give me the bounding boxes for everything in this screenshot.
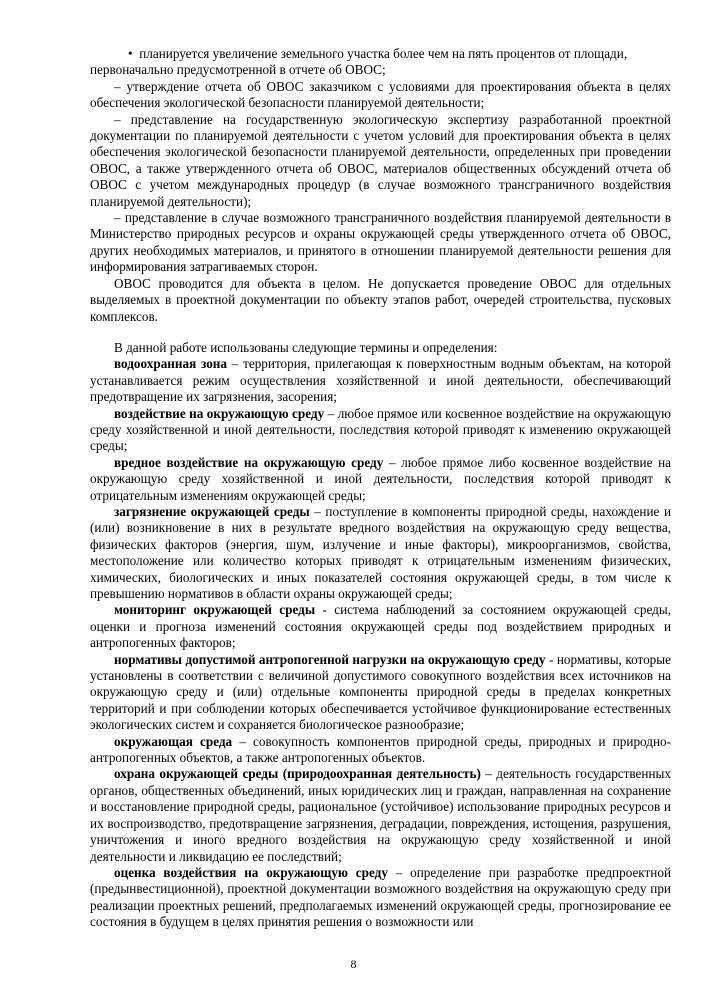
term-definition [90,865,671,931]
term-name: мониторинг окружающей среды [114,602,316,618]
terms-intro: В данной работе использованы следующие термины и определения: [114,339,498,355]
term-definition [90,356,671,405]
term-name: охрана окружающей среды (природоохранная деятельность) [114,766,481,782]
term-text: – любое прямое или косвенное воздействие на окружающую среду хозяйственной и иной деятельности, последствия которой приводят к изменению окружающей среды; [90,405,671,454]
term-text: - нормативы, которые установлены в соответствии с величиной допустимого совокупного воздействия всех источников на окружающую среду и (или) отдельные компоненты природной среды в пределах конкретных территорий и при соблюдении которых обеспечивается устойчивое функционирование естественных экологических систем и сохраняется биологическое разнообразие; [90,651,671,733]
paragraph-transboundary: – представление в случае возможного трансграничного воздействия планируемой деятельности в Министерство природных ресурсов и охраны окружающей среды утвержденного отчета об ОВОС, других необходимых материалов, и принятого в отношении планируемой деятельности решения для информирования затрагиваемых сторон. [90,210,671,275]
paragraph-ovos-scope: ОВОС проводится для объекта в целом. Не допускается проведение ОВОС для отдельных выделяемых в проектной документации по объекту этапов работ, очередей строительства, пусковых комплексов. [90,275,671,324]
term-definition [90,406,671,455]
spacer [90,325,671,340]
term-name: нормативы допустимой антропогенной нагрузки на окружающую среду [114,651,546,667]
bullet-marker: • [128,46,133,61]
term-text: – территория, прилегающая к поверхностным водным объектам, на которой устанавливается режим осуществления хозяйственной и иной деятельности, обеспечивающий предотвращение их загрязнения, засорения; [90,356,671,405]
paragraph-approval: – утверждение отчета об ОВОС заказчиком с условиями для проектирования объекта в целях обеспечения экологической безопасности планируемой деятельности; [90,78,671,111]
term-text: – определение при разработке предпроектной (предынвестиционной), проектной документации возможного воздействия на окружающую среду при реализации проектных решений, предполагаемых изменений окружающей среды, прогнозирование ее состояния в будущем в целях принятия решения о возможности или [90,864,672,930]
term-name: воздействие на окружающую среду [114,405,325,421]
term-name: вредное воздействие на окружающую среду [114,454,384,470]
term-name: загрязнение окружающей среды [114,503,310,519]
term-definition [90,602,671,651]
term-definition [90,455,671,504]
term-text: – любое прямое либо косвенное воздействие на окружающую среду хозяйственной и иной деятельности, последствия которой приводят к отрицательным изменениям окружающей среды; [90,454,672,503]
term-name: окружающая среда [114,733,233,749]
term-definition [90,766,671,864]
term-definition [90,504,671,602]
term-definition [90,734,671,767]
page-body [90,46,671,931]
term-text: – совокупность компонентов природной среды, природных и природно-антропогенных объектов, а также антропогенных объектов. [90,733,672,766]
bullet-item [90,46,671,79]
term-name: водоохранная зона [114,356,227,372]
bullet-continuation: первоначально предусмотренной в отчете об ОВОС; [90,62,386,78]
bullet-first-line [90,46,671,62]
term-text: – деятельность государственных органов, общественных объединений, иных юридических лиц и граждан, направленная на сохранение и восстановление природной среды, рациональное (устойчивое) использование природных ресурсов и их воспроизводство, предотвращение загрязнения, деградации, повреждения, истощения, разрушения, уничтожения и иного вредного воздействия на окружающую среду хозяйственной и иной деятельности и ликвидацию ее последствий; [90,766,671,864]
bullet-lead-text: планируется увеличение земельного участка более чем на пять процентов от площади, [139,46,628,61]
term-text: - система наблюдений за состоянием окружающей среды, оценки и прогноза изменений состояния окружающей среды под воздействием природных и антропогенных факторов; [90,602,671,651]
term-text: – поступление в компоненты природной среды, нахождение и (или) возникновение в них в результате вредного воздействия на окружающую среду вещества, физических факторов (энергия, шум, излучение и иные факторы), микроорганизмов, свойства, местоположение или количество которых приводят к отрицательным изменениям физических, химических, биологических и иных показателей состояния окружающей среды, в том числе к превышению нормативов в области охраны окружающей среды; [90,503,672,601]
term-definition [90,652,671,734]
page-number: 8 [350,957,357,971]
paragraph-expertise: – представление на государственную экологическую экспертизу разработанной проектной документации по планируемой деятельности с учетом условий для проектирования объекта в целях обеспечения экологической безопасности планируемой деятельности, определенных при проведении ОВОС, а также утвержденного отчета об ОВОС, материалов общественных обсуждений отчета об ОВОС с учетом международных процедур (в случае возможного трансграничного воздействия планируемой деятельности); [90,111,671,209]
term-name: оценка воздействия на окружающую среду [114,864,388,880]
